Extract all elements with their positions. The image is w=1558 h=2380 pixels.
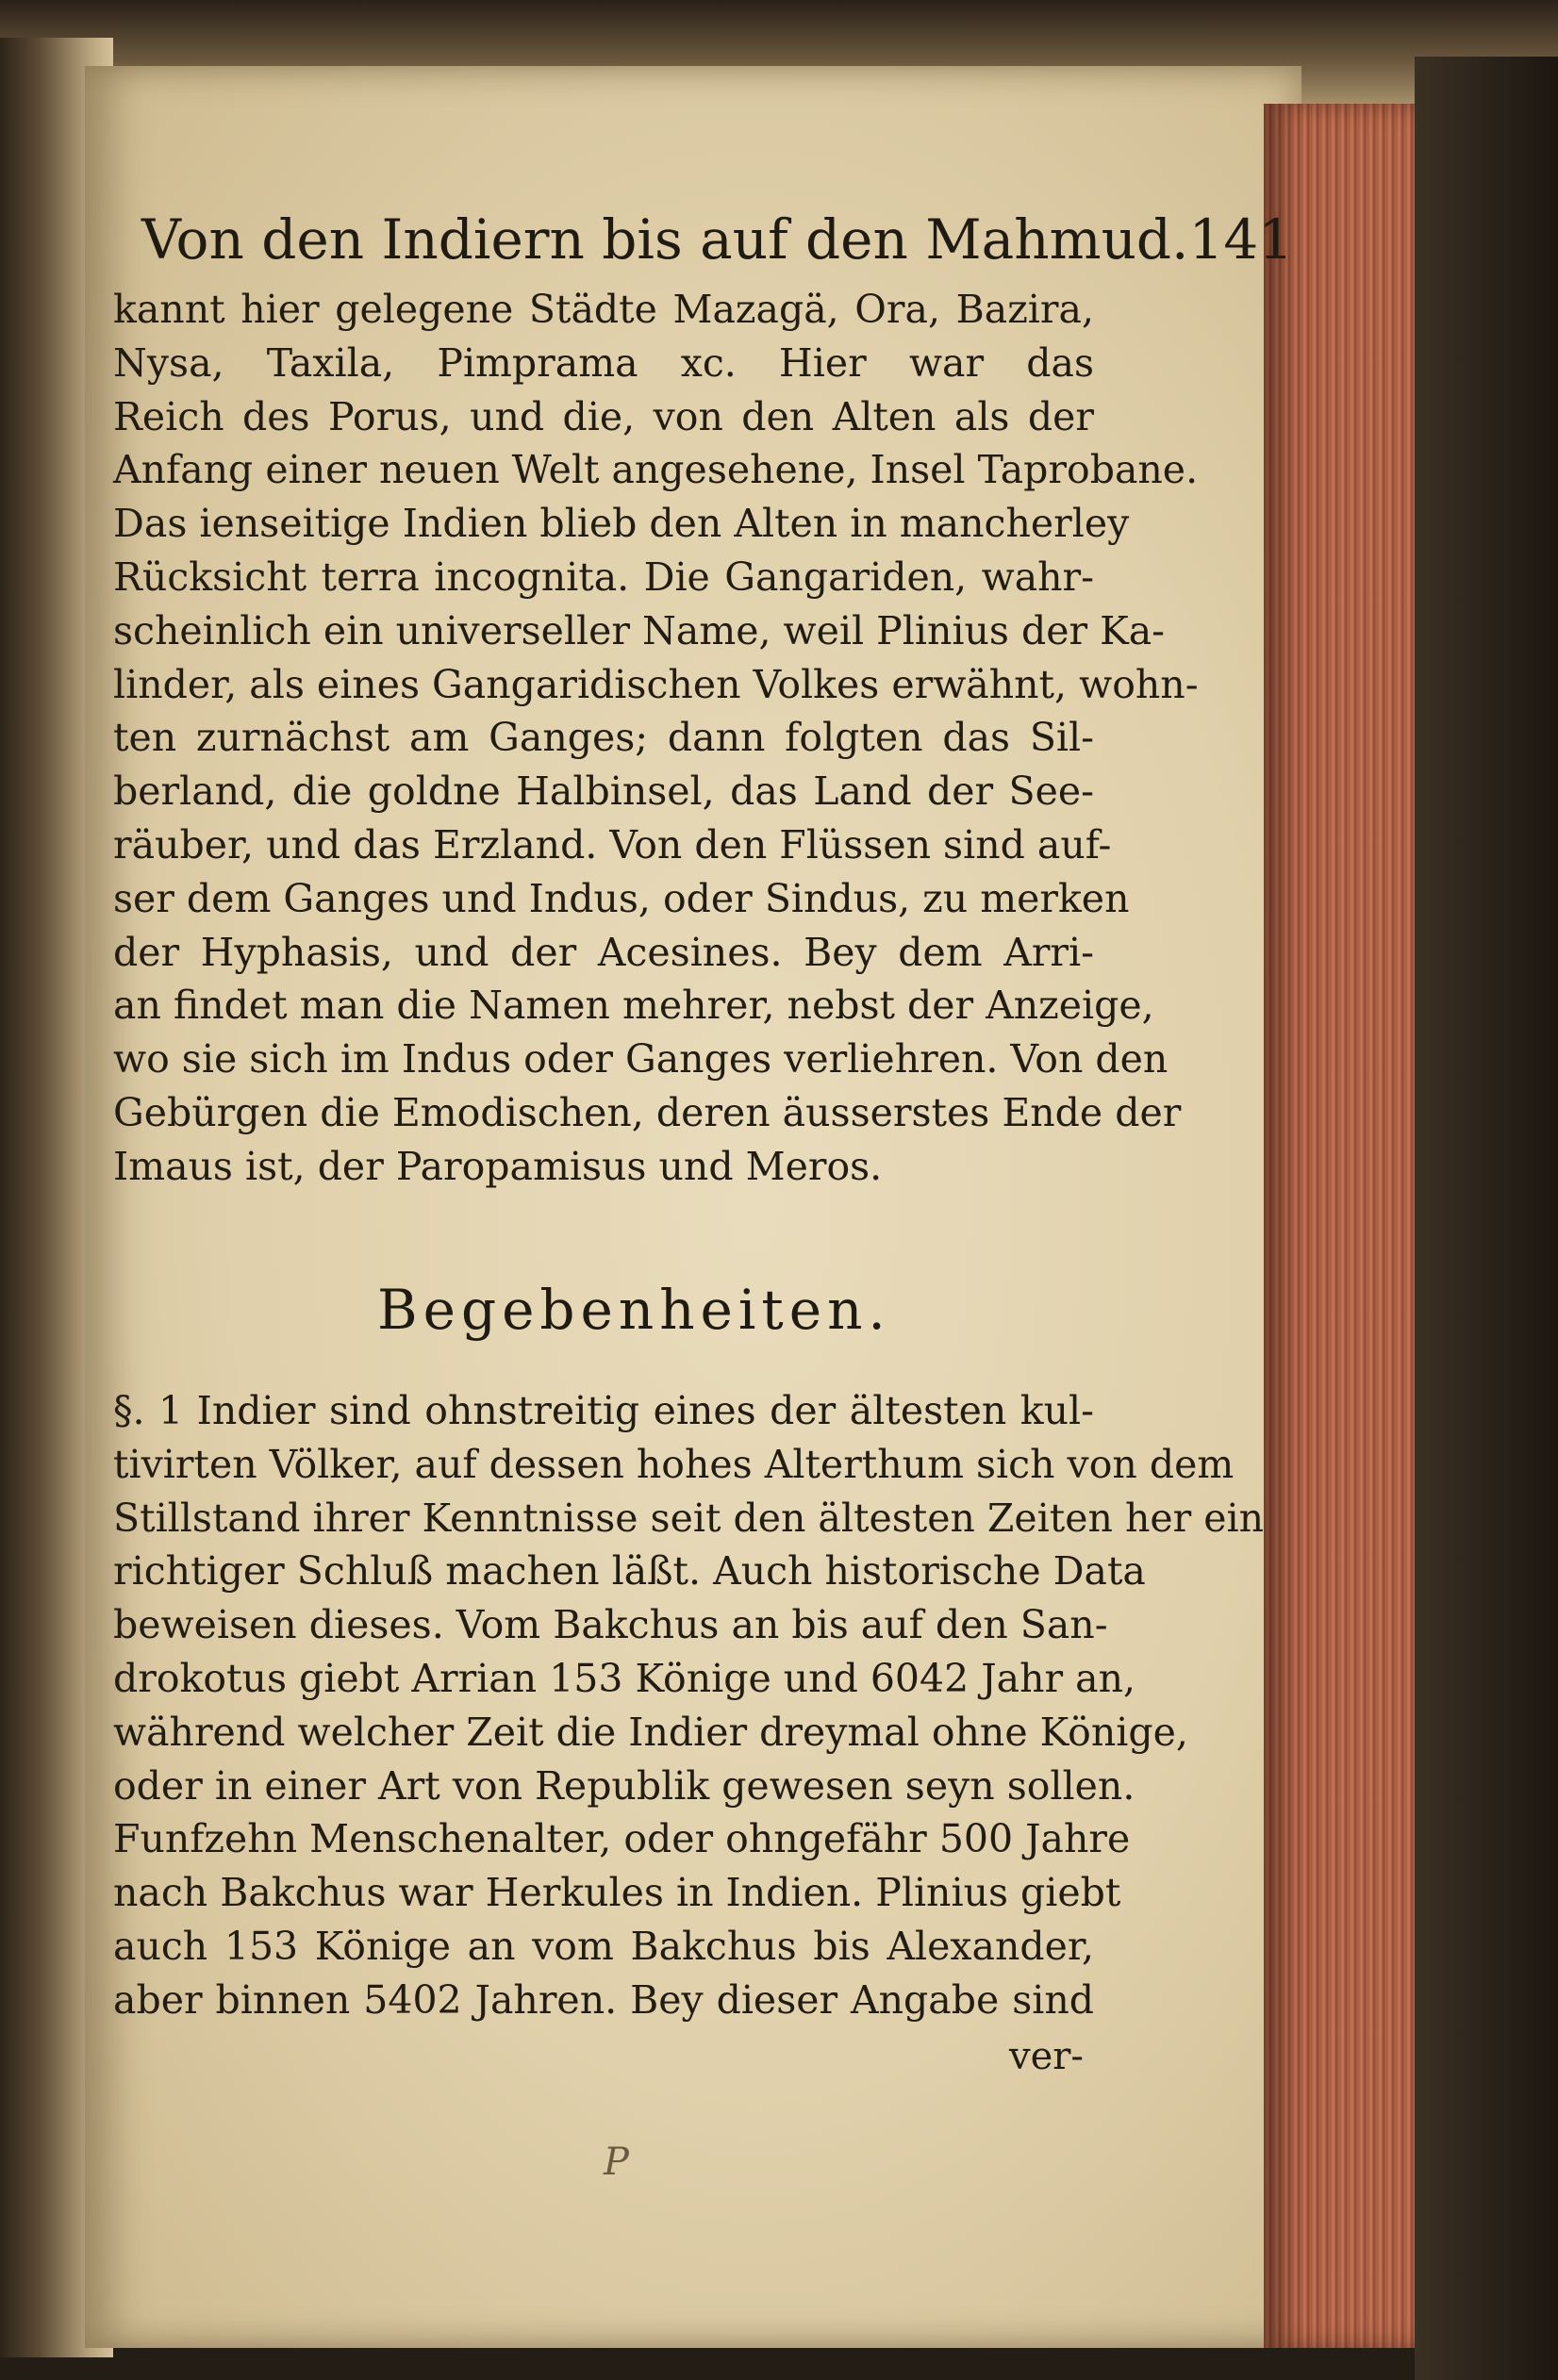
text-line: §. 1 Indier sind ohnstreitig eines der ältesten kul- — [113, 1388, 1094, 1433]
text-line: Nysa, Taxila, Pimprama xc. Hier war das — [113, 339, 1094, 386]
text-line: richtiger Schluß machen läßt. Auch historische Data — [113, 1548, 1146, 1595]
bottom-mark: P — [604, 2140, 629, 2184]
text-line: aber binnen 5402 Jahren. Bey dieser Angabe sind — [113, 1976, 1094, 2023]
text-line: ten zurnächst am Ganges; dann folgten das Sil- — [113, 715, 1094, 761]
text-line: beweisen dieses. Vom Bakchus an bis auf den San- — [113, 1602, 1108, 1648]
text-line: wo sie sich im Indus oder Ganges verliehren. Von den — [113, 1036, 1168, 1083]
text-line: berland, die goldne Halbinsel, das Land der See- — [113, 769, 1094, 815]
text-line: während welcher Zeit die Indier dreymal ohne Könige, — [113, 1709, 1188, 1755]
section-heading: Begebenheiten. — [377, 1278, 891, 1342]
catchword: ver- — [1009, 2035, 1084, 2078]
text-line: der Hyphasis, und der Acesines. Bey dem Arri- — [113, 929, 1094, 975]
text-line: Anfang einer neuen Welt angesehene, Insel Taprobane. — [113, 447, 1199, 493]
running-head — [141, 207, 1294, 272]
text-line: nach Bakchus war Herkules in Indien. Plinius giebt — [113, 1870, 1121, 1916]
text-line: räuber, und das Erzland. Von den Flüssen sind auf- — [113, 821, 1112, 868]
text-line: auch 153 Könige an vom Bakchus bis Alexander, — [113, 1923, 1094, 1969]
text-line: Rücksicht terra incognita. Die Gangariden, wahr- — [113, 554, 1094, 600]
text-line: Das ienseitige Indien blieb den Alten in mancherley — [113, 501, 1130, 547]
text-line: Gebürgen die Emodischen, deren äusserstes Ende der — [113, 1089, 1182, 1135]
text-line: Reich des Porus, und die, von den Alten als der — [113, 393, 1094, 439]
text-line: an findet man die Namen mehrer, nebst der Anzeige, — [113, 983, 1154, 1029]
text-line: ser dem Ganges und Indus, oder Sindus, zu merken — [113, 875, 1130, 921]
text-line: Stillstand ihrer Kenntnisse seit den ältesten Zeiten her ein — [113, 1495, 1265, 1541]
page-block-edges — [1264, 104, 1434, 2348]
book-cover — [1415, 57, 1558, 2380]
text-line: scheinlich ein universeller Name, weil Plinius der Ka- — [113, 607, 1166, 653]
paragraph-events — [113, 1384, 1265, 2027]
text-line: drokotus giebt Arrian 153 Könige und 6042 Jahr an, — [113, 1655, 1136, 1701]
page-number: 141 — [1188, 207, 1294, 272]
text-line: oder in einer Art von Republik gewesen seyn sollen. — [113, 1762, 1135, 1809]
running-head-title: Von den Indiern bis auf den Mahmud. — [141, 207, 1189, 272]
text-line: Imaus ist, der Paropamisus und Meros. — [113, 1143, 883, 1189]
text-line: tivirten Völker, auf dessen hohes Alterthum sich von dem — [113, 1441, 1235, 1487]
text-line: kannt hier gelegene Städte Mazagä, Ora, Bazira, — [113, 287, 1094, 332]
text-line: linder, als eines Gangaridischen Volkes erwähnt, wohn- — [113, 661, 1199, 707]
paragraph-geography — [113, 283, 1199, 1194]
text-line: Funfzehn Menschenalter, oder ohngefähr 500 Jahre — [113, 1816, 1131, 1862]
